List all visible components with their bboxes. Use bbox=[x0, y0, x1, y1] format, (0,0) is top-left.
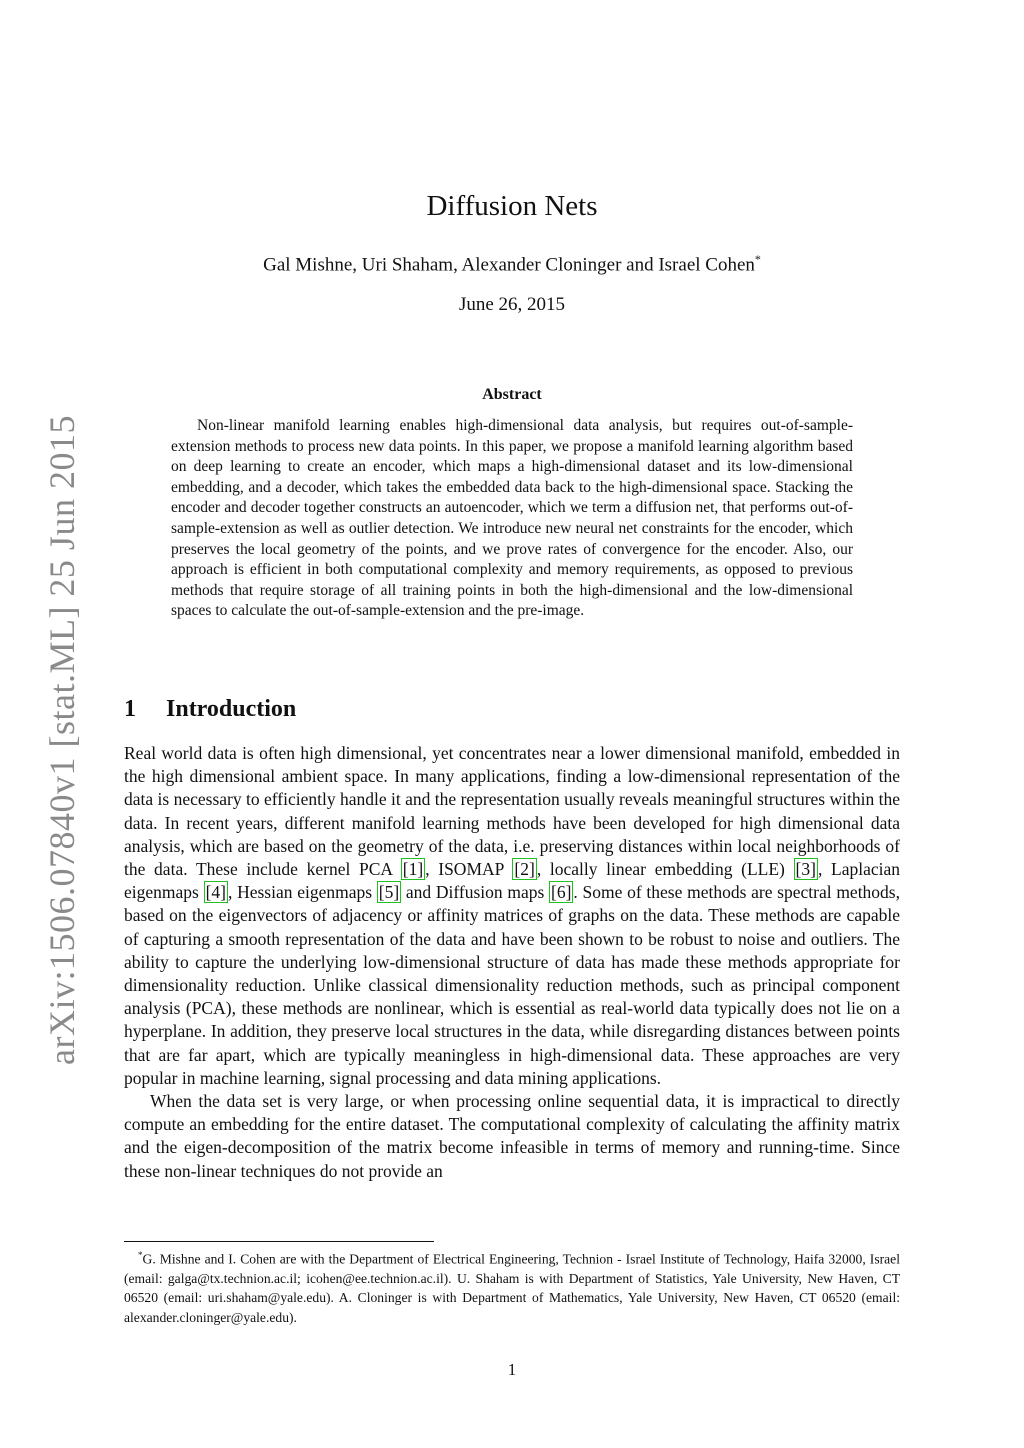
section-number: 1 bbox=[124, 696, 136, 722]
footnote-divider bbox=[124, 1241, 434, 1242]
citation-link-1[interactable]: [1] bbox=[402, 859, 424, 880]
footnote bbox=[124, 1246, 900, 1327]
section-heading-introduction bbox=[124, 696, 296, 723]
text-run: . Some of these methods are spectral methods, based on the eigenvectors of adjacency or affinity matrices of graphs on the data. These methods are capable of capturing a smooth representation of the data and have been shown to be robust to noise and outliers. The ability to capture the underlying low-dimensional structure of data has made these methods appropriate for dimensionality reduction. Unlike classical dimensionality reduction methods, such as principal component analysis (PCA), these methods are nonlinear, which is essential as real-world data typically does not lie on a hyperplane. In addition, they preserve local structures in the data, while disregarding distances between points that are far apart, which are typically meaningless in high-dimensional data. These approaches are very popular in machine learning, signal processing and data mining applications. bbox=[124, 882, 900, 1088]
arxiv-identifier-stamp: arXiv:1506.07840v1 [stat.ML] 25 Jun 2015 bbox=[42, 415, 82, 1065]
citation-link-3[interactable]: [3] bbox=[795, 859, 816, 880]
abstract-heading: Abstract bbox=[482, 386, 542, 403]
text-run: , ISOMAP bbox=[425, 859, 513, 880]
abstract-paragraph: Non-linear manifold learning enables high-dimensional data analysis, but requires out-of-sample-extension methods to process new data points. In this paper, we propose a manifold learning algorithm based on deep learning to create an encoder, which maps a high-dimensional dataset and its low-dimensional embedding, and a decoder, which takes the embedded data back to the high-dimensional space. Stacking the encoder and decoder together constructs an autoencoder, which we term a diffusion net, that performs out-of-sample-extension as well as outlier detection. We introduce new neural net constraints for the encoder, which preserves the local geometry of the points, and we prove rates of convergence for the encoder. Also, our approach is efficient in both computational complexity and memory requirements, as opposed to previous methods that require storage of all training points in both the high-dimensional and the low-dimensional spaces to calculate the out-of-sample-extension and the pre-image. bbox=[171, 417, 853, 620]
intro-paragraph-1 bbox=[124, 742, 900, 1090]
section-title: Introduction bbox=[166, 696, 297, 722]
citation-link-6[interactable]: [6] bbox=[551, 882, 572, 903]
citation-link-5[interactable]: [5] bbox=[378, 882, 400, 903]
author-footnote-mark[interactable]: * bbox=[754, 252, 761, 266]
intro-paragraph-2: When the data set is very large, or when processing online sequential data, it is impractical to directly compute an embedding for the entire dataset. The computational complexity of calculating the affinity matrix and the eigen-decomposition of the matrix become infeasible in terms of memory and running-time. Since these non-linear techniques do not provide an bbox=[124, 1091, 900, 1181]
paper-title: Diffusion Nets bbox=[426, 190, 598, 222]
paper-date: June 26, 2015 bbox=[458, 294, 566, 315]
footnote-mark: * bbox=[138, 1250, 143, 1260]
citation-link-4[interactable]: [4] bbox=[205, 882, 226, 903]
introduction-body bbox=[124, 742, 900, 1183]
author-list bbox=[0, 252, 1024, 276]
text-run: , Hessian eigenmaps bbox=[227, 882, 377, 903]
text-run: and Diffusion maps bbox=[401, 882, 550, 903]
citation-link-2[interactable]: [2] bbox=[514, 859, 535, 880]
text-run: , Laplacian eigenmaps bbox=[124, 859, 900, 903]
footnote-text: G. Mishne and I. Cohen are with the Department of Electrical Engineering, Technion - Israel Institute of Technology, Haifa 32000, Israel (email: galga@tx.technion.ac.il; icohen@ee.technion.ac.il). U. Shaham is with Department of Statistics, Yale University, New Haven, CT 06520 (email: uri.shaham@yale.edu). A. Cloninger is with Department of Mathematics, Yale University, New Haven, CT 06520 (email: alexander.cloninger@yale.edu). bbox=[124, 1251, 900, 1325]
abstract-body bbox=[171, 416, 853, 622]
text-run: , locally linear embedding (LLE) bbox=[536, 859, 794, 880]
text-run: Real world data is often high dimensional, yet concentrates near a lower dimensional manifold, embedded in the high dimensional ambient space. In many applications, finding a low-dimensional representation of the data is necessary to efficiently handle it and the representation usually reveals meaningful structures within the data. In recent years, different manifold learning methods have been developed for high dimensional data analysis, which are based on the geometry of the data, i.e. preserving distances within local neighborhoods of the data. These include kernel PCA bbox=[124, 743, 900, 880]
page-number: 1 bbox=[507, 1360, 517, 1379]
authors-text: Gal Mishne, Uri Shaham, Alexander Cloninger and Israel Cohen bbox=[263, 254, 755, 276]
